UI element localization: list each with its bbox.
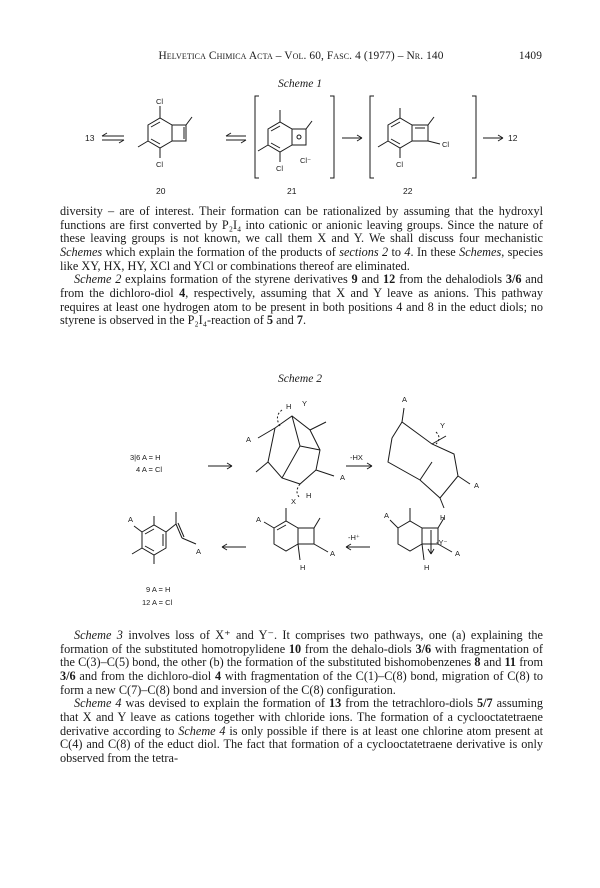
atom-Y: Y xyxy=(302,399,308,408)
scheme-1-start-compound: 13 xyxy=(85,133,95,143)
legend-4: 4 A = Cl xyxy=(136,465,163,474)
scheme-1-title: Scheme 1 xyxy=(277,77,323,90)
scheme-2-figure xyxy=(0,388,600,620)
equilibrium-arrow xyxy=(102,133,124,143)
body-text-2 xyxy=(60,629,543,766)
reaction-arrow xyxy=(346,544,370,550)
atom-Y: Y xyxy=(440,421,446,430)
body-text-1 xyxy=(60,205,543,328)
structure-bicyclic xyxy=(256,508,335,572)
scheme-1-end-compound: 12 xyxy=(508,133,518,143)
atom-A: A xyxy=(402,395,408,404)
atom-A: A xyxy=(256,515,262,524)
page-number: 1409 xyxy=(518,50,542,62)
compound-label-21: 21 xyxy=(287,186,297,196)
atom-A: A xyxy=(474,481,480,490)
atom-H: H xyxy=(440,513,446,522)
step-minus-h-plus: -H⁺ xyxy=(348,533,360,542)
paragraph-4: Scheme 4 was devised to explain the formation of 13 from the tetrachloro-diols 5/7 assuming that X and Y leave as cations together with chloride ions. The formation of a cyclooctatetraene derivative according to Scheme 4 is only possible if there is at least one chlorine atom present at C(4) and C(8) of the educt diol. The fact that formation of a cyclooctatetraene derivative is only observed from the tetra- xyxy=(60,696,543,765)
structure-cation xyxy=(384,508,460,572)
atom-H: H xyxy=(300,563,306,572)
legend-3-6: 3|6 A = H xyxy=(130,453,161,462)
atom-A: A xyxy=(196,547,202,556)
chlorine-label: Cl xyxy=(396,160,404,169)
atom-A: A xyxy=(330,549,336,558)
running-header xyxy=(60,50,542,66)
chlorine-label: Cl xyxy=(442,140,450,149)
scheme-1-figure xyxy=(0,92,600,202)
atom-A: A xyxy=(246,435,252,444)
structure-22 xyxy=(370,96,476,196)
reaction-arrow xyxy=(428,530,434,554)
compound-label-22: 22 xyxy=(403,186,413,196)
step-minus-hx: -HX xyxy=(350,453,363,462)
paragraph-3: Scheme 3 involves loss of X⁺ and Y⁻. It comprises two pathways, one (a) explaining the formation of the substituted homotropylidene 10 from the dehalo-diols 3/6 with fragmentation of the C(3)–C(5) bond, the other (b) the formation of the substituted bishomobenzenes 8 and 11 from 3/6 and from the dichloro-diol 4 with fragmentation of the C(1)–C(8) bond, migration of C(8) to form a new C(7)–C(8) bond and inversion of the C(8) configuration. xyxy=(60,628,544,697)
reaction-arrow xyxy=(346,463,372,469)
paragraph-1: diversity – are of interest. Their formation can be rationalized by assuming that the hydroxyl functions are first converted by P₂I₄ into cationic or anionic leaving groups. Since the nature of these leaving groups is not known, we call them X and Y. We shall discuss four mechanistic Schemes which explain the formation of the products of sections 2 to 4. In these Schemes, species like XY, HX, HY, XCl and YCl or combinations thereof are eliminated. xyxy=(60,204,544,273)
paragraph-2: Scheme 2 explains formation of the styrene derivatives 9 and 12 from the dehalodiols 3/6 and from the dichloro-diol 4, respectively, assuming that X and Y leave as anions. This pathway requires at least one hydrogen atom to be present in both positions 4 and 8 in the educt diols; no styrene is observed in the P₂I₄-reaction of 5 and 7. xyxy=(60,272,543,328)
reaction-arrow xyxy=(342,135,362,141)
atom-H: H xyxy=(424,563,430,572)
journal-citation: Helvetica Chimica Acta – Vol. 60, Fasc. 4 (1977) – Nr. 140 xyxy=(158,50,444,62)
legend-9: 9 A = H xyxy=(146,585,171,594)
structure-intermediate xyxy=(388,395,479,522)
structure-21 xyxy=(255,96,334,196)
chlorine-label: Cl xyxy=(156,97,164,106)
reaction-arrow xyxy=(222,544,246,550)
reaction-arrow xyxy=(483,135,503,141)
equilibrium-arrow xyxy=(226,133,246,143)
scheme-2-title: Scheme 2 xyxy=(277,372,323,385)
chlorine-label: Cl xyxy=(276,164,284,173)
atom-H: H xyxy=(306,491,312,500)
counterion-label: Cl⁻ xyxy=(300,156,312,165)
legend-12: 12 A = Cl xyxy=(142,598,173,607)
compound-label-20: 20 xyxy=(156,186,166,196)
structure-20 xyxy=(138,97,192,196)
atom-A: A xyxy=(384,511,390,520)
atom-X: X xyxy=(291,497,297,506)
reaction-arrow xyxy=(208,463,232,469)
step-minus-y: -Y⁻ xyxy=(436,538,448,547)
chlorine-label: Cl xyxy=(156,160,164,169)
structure-diol-cage xyxy=(246,399,345,506)
atom-A: A xyxy=(128,515,134,524)
atom-H: H xyxy=(286,402,292,411)
atom-A: A xyxy=(340,473,346,482)
atom-A: A xyxy=(455,549,461,558)
structure-styrene xyxy=(128,512,201,564)
